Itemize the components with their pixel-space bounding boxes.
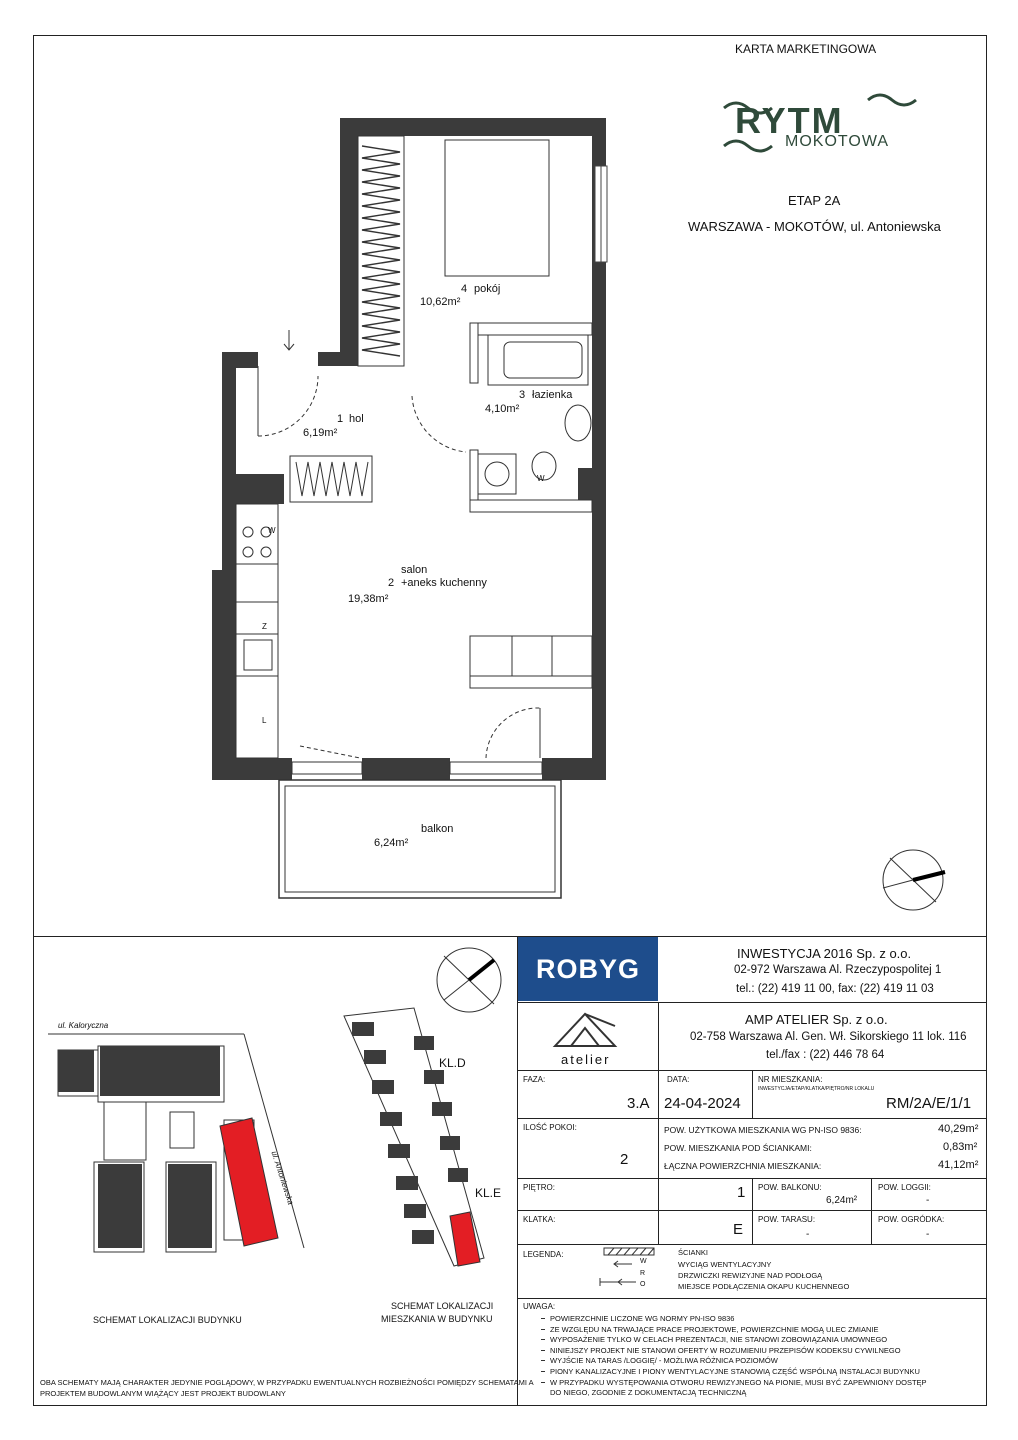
phase-label: FAZA: <box>523 1075 546 1084</box>
usable-value: 40,29m² <box>938 1123 979 1135</box>
balcony-area: 6,24m² <box>374 837 409 849</box>
room1-num: 1 <box>337 413 344 425</box>
loggia-value: - <box>926 1195 930 1206</box>
atelier-logo-text: atelier <box>561 1052 611 1067</box>
site-schemes <box>34 940 516 1340</box>
room1-name: hol <box>349 413 364 425</box>
under-walls-value: 0,83m² <box>943 1141 978 1153</box>
apt-no-label: NR MIESZKANIA: <box>758 1075 823 1084</box>
note-item: WYPOSAŻENIE TYLKO W CELACH PREZENTACJI, NIE STANOWI ZOBOWIĄZANIA UMOWNEGO <box>550 1335 888 1345</box>
legend-title: LEGENDA: <box>523 1250 564 1259</box>
architect-name: AMP ATELIER Sp. z o.o. <box>745 1012 888 1027</box>
bath-vent-mark: W <box>537 474 545 483</box>
room2-name-line1: salon <box>401 564 428 576</box>
note-bullets <box>540 1314 550 1404</box>
loggia-label: POW. LOGGII: <box>878 1183 931 1192</box>
apt-no-sub: INWESTYCJA/ETAP/KLATKA/PIĘTRO/NR LOKALU <box>758 1086 875 1092</box>
street-kaloryczna: ul. Kaloryczna <box>58 1021 109 1030</box>
architect-phone: tel./fax : (22) 446 78 64 <box>766 1049 885 1061</box>
floor-label: PIĘTRO: <box>523 1183 556 1192</box>
garden-label: POW. OGRÓDKA: <box>878 1215 945 1224</box>
atelier-logo-icon <box>545 1006 625 1056</box>
under-walls-label: POW. MIESZKANIA POD ŚCIANKAMI: <box>664 1143 812 1153</box>
street-antoniewska: ul. Antoniewska <box>269 1150 296 1206</box>
legend-symbols <box>596 1246 660 1292</box>
legend-hatch: DRZWICZKI REWIZYJNE NAD PODŁOGĄ <box>678 1271 823 1280</box>
room1-area: 6,19m² <box>303 427 338 439</box>
room3-num: 3 <box>519 389 526 401</box>
stair-value: E <box>733 1221 744 1238</box>
garden-value: - <box>926 1229 930 1240</box>
room2-num: 2 <box>388 577 395 589</box>
stage: ETAP 2A <box>788 193 841 208</box>
floor-value: 1 <box>737 1184 746 1201</box>
stair-d-label: KL.D <box>439 1056 466 1070</box>
legend-o-mark: O <box>640 1281 646 1288</box>
investor-address: 02-972 Warszawa Al. Rzeczypospolitej 1 <box>734 964 942 976</box>
note-item: PIONY KANALIZACYJNE I PIONY WENTYLACYJNE STANOWIĄ CZĘŚĆ WSPÓLNĄ INSTALACJI BUDYNKU <box>550 1366 920 1376</box>
card-title: KARTA MARKETINGOWA <box>735 42 877 56</box>
legend-r-mark: R <box>640 1270 646 1277</box>
investor-phone: tel.: (22) 419 11 00, fax: (22) 419 11 03 <box>736 983 934 995</box>
note-item: NINIEJSZY PROJEKT NIE STANOWI OFERTY W ROZUMIENIU PRZEPISÓW KODEKSU CYWILNEGO <box>550 1345 901 1355</box>
room4-num: 4 <box>461 283 468 295</box>
total-value: 41,12m² <box>938 1159 979 1171</box>
architect-address: 02-758 Warszawa Al. Gen. Wł. Sikorskiego 11 lok. 116 <box>690 1031 967 1043</box>
investor-name: INWESTYCJA 2016 Sp. z o.o. <box>737 946 912 961</box>
kitchen-vent-mark: W <box>268 526 276 535</box>
date-value: 24-04-2024 <box>664 1095 741 1112</box>
notes-title: UWAGA: <box>523 1302 556 1311</box>
total-label: ŁĄCZNA POWIERZCHNIA MIESZKANIA: <box>664 1161 822 1171</box>
balcony-value: 6,24m² <box>826 1195 858 1206</box>
usable-label: POW. UŻYTKOWA MIESZKANIA WG PN-ISO 9836: <box>664 1125 862 1135</box>
logo-sub: MOKOTOWA <box>785 133 889 150</box>
robyg-logo: ROBYG <box>518 937 658 1001</box>
date-label: DATA: <box>667 1075 690 1084</box>
location: WARSZAWA - MOKOTÓW, ul. Antoniewska <box>688 219 941 234</box>
stair-e-label: KL.E <box>475 1186 502 1200</box>
legend-ventilation: WYCIĄG WENTYLACYJNY <box>678 1260 772 1269</box>
terrace-value: - <box>806 1229 810 1240</box>
rooms-value: 2 <box>620 1151 629 1168</box>
balcony-label: POW. BALKONU: <box>758 1183 822 1192</box>
room4-area: 10,62m² <box>420 296 461 308</box>
room3-area: 4,10m² <box>485 403 520 415</box>
caption-building: SCHEMAT LOKALIZACJI BUDYNKU <box>93 1315 242 1325</box>
legend-hood: MIEJSCE PODŁĄCZENIA OKAPU KUCHENNEGO <box>678 1282 850 1291</box>
notes-list <box>540 1314 927 1399</box>
disclaimer-1: OBA SCHEMATY MAJĄ CHARAKTER JEDYNIE POGLĄDOWY, W PRZYPADKU EWENTUALNYCH ROZBIEŻNOŚCI POMIĘDZY SCHEMATAMI A <box>40 1378 534 1387</box>
note-item: W PRZYPADKU WYSTĘPOWANIA OTWORU REWIZYJNEGO NA PIONIE, MUSI BYĆ ZAPEWNIONY DOSTĘP <box>550 1377 927 1387</box>
room4-name: pokój <box>474 283 501 295</box>
disclaimer-2: PROJEKTEM BUDOWLANYM WIĄŻĄCY JEST PROJEKT BUDOWLANY <box>40 1389 286 1398</box>
dishwasher-mark: L <box>262 716 267 725</box>
note-item: ZE WZGLĘDU NA TRWAJĄCE PRACE PROJEKTOWE, POWIERZCHNIE MOGĄ ULEC ZMIANIE <box>550 1324 879 1334</box>
stair-label: KLATKA: <box>523 1215 556 1224</box>
caption-apartment-1: SCHEMAT LOKALIZACJI <box>391 1301 494 1311</box>
room2-area: 19,38m² <box>348 593 389 605</box>
terrace-label: POW. TARASU: <box>758 1215 816 1224</box>
legend-walls: ŚCIANKI <box>678 1248 709 1257</box>
room3-name: łazienka <box>532 389 573 401</box>
fridge-mark: Z <box>262 622 267 631</box>
phase-value: 3.A <box>627 1095 650 1112</box>
apt-no-value: RM/2A/E/1/1 <box>886 1095 972 1112</box>
rooms-label: ILOŚĆ POKOI: <box>523 1123 577 1132</box>
note-item: WYJŚCIE NA TARAS /LOGGIĘ/ - MOŻLIWA RÓŻNICA POZIOMÓW <box>550 1356 778 1366</box>
caption-apartment-2: MIESZKANIA W BUDYNKU <box>381 1314 493 1324</box>
legend-w-mark: W <box>640 1258 647 1265</box>
logo-main: RYTM <box>735 100 844 141</box>
note-item: POWIERZCHNIE LICZONE WG NORMY PN-ISO 9836 <box>550 1314 735 1323</box>
note-item: DO NIEGO, ZGODNIE Z DOKUMENTACJĄ TECHNICZNĄ <box>550 1388 747 1398</box>
balcony-name: balkon <box>421 823 454 835</box>
room2-name-line2: +aneks kuchenny <box>401 577 487 589</box>
